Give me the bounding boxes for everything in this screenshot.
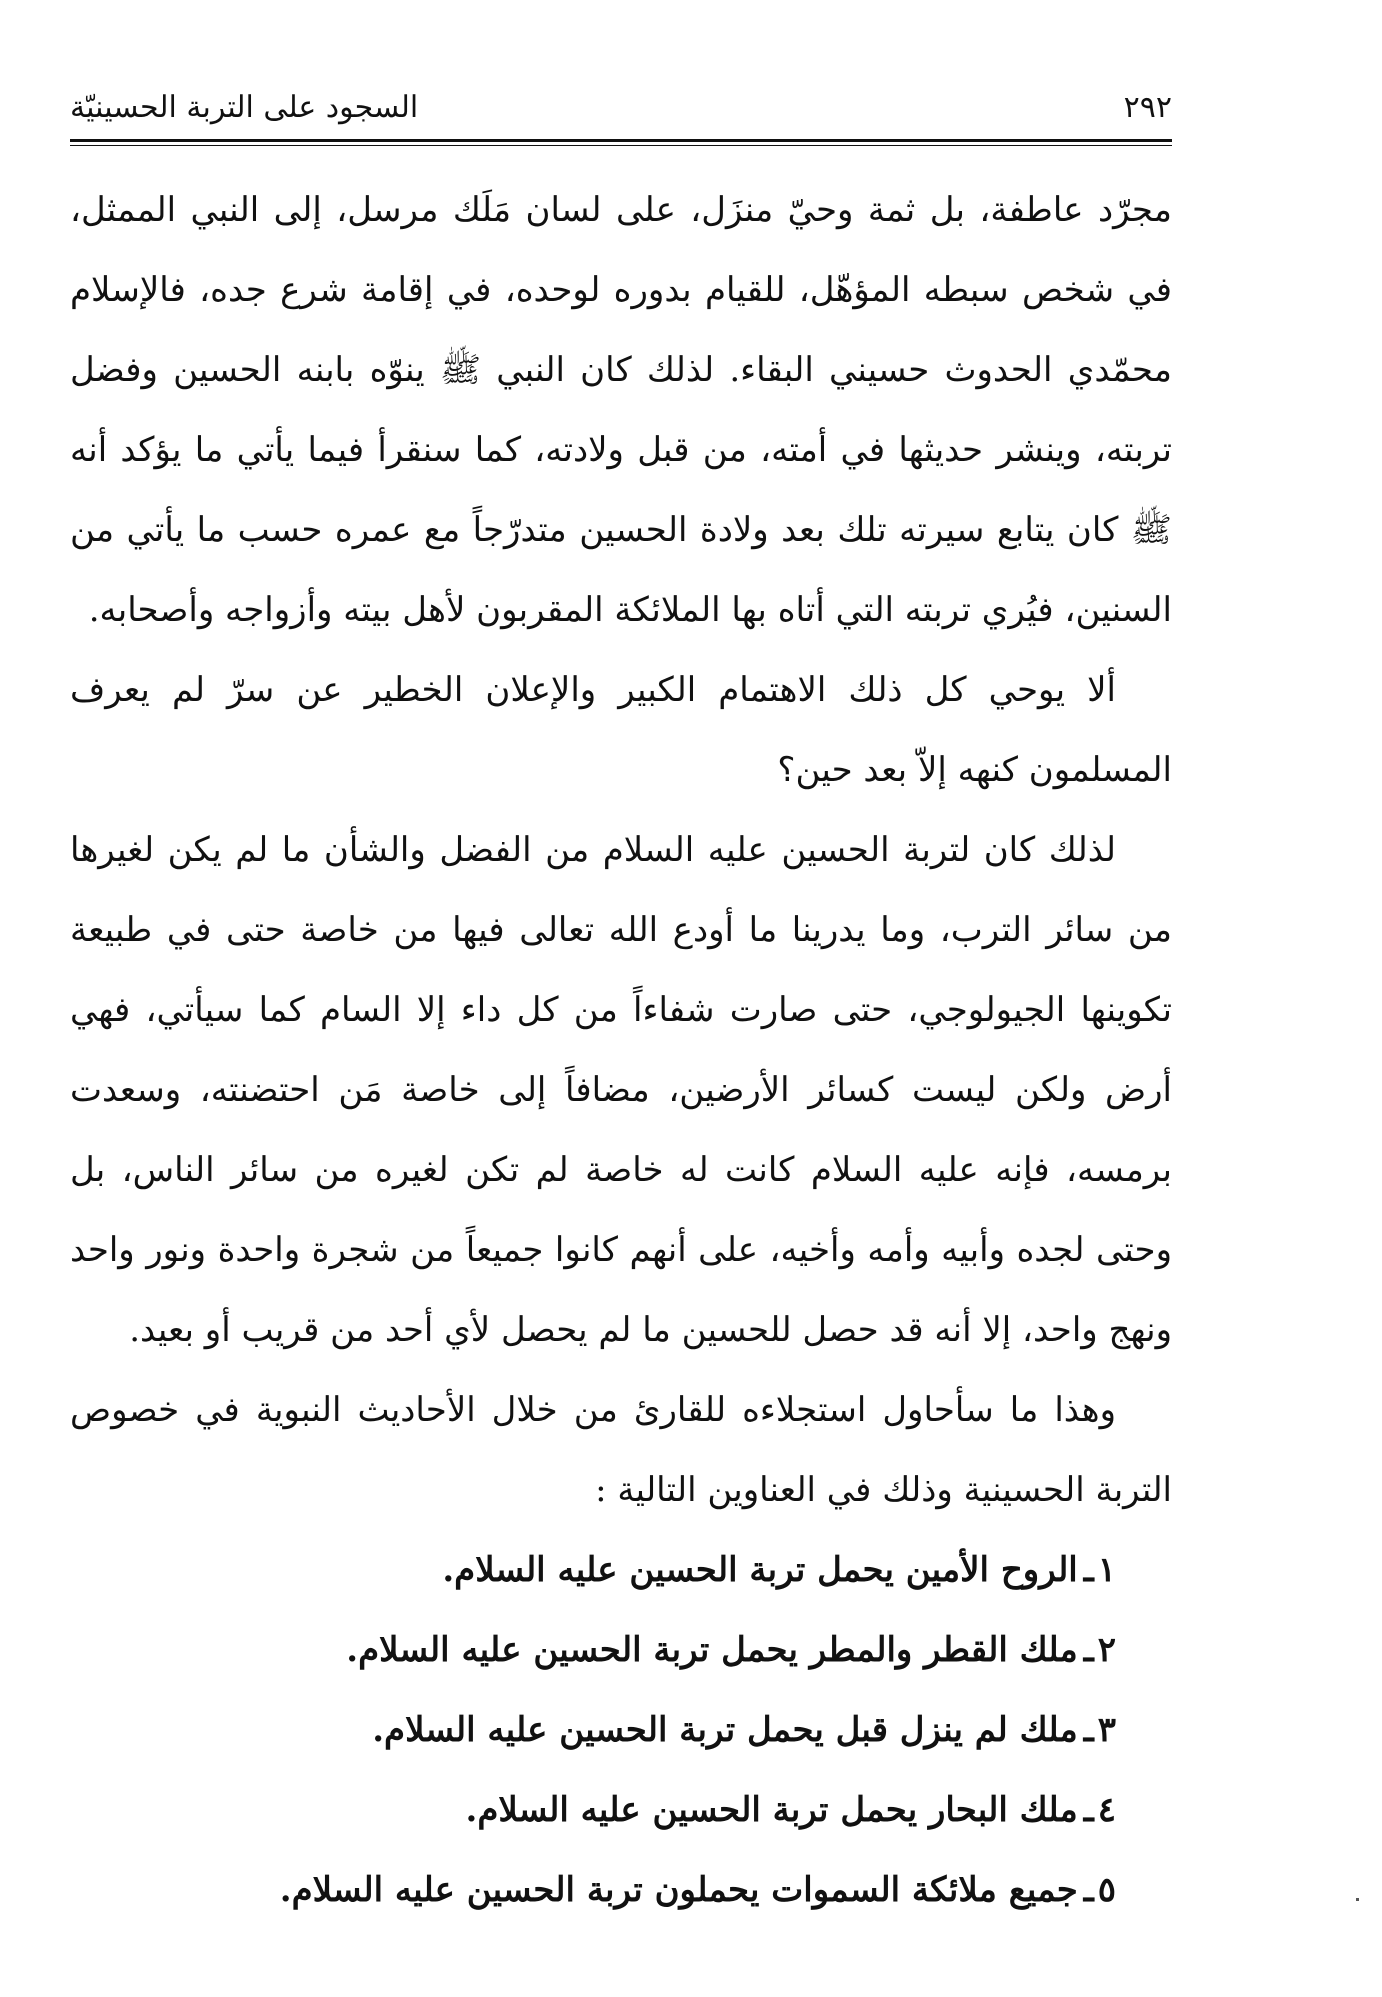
page-number: ٢٩٢ — [1123, 90, 1172, 125]
list-item-separator: ـ — [1083, 1790, 1094, 1830]
header-rule-thick — [70, 139, 1172, 142]
list-item-separator: ـ — [1083, 1630, 1094, 1670]
list-item-number: ٥ — [1097, 1870, 1116, 1910]
list-item — [70, 1530, 1172, 1610]
list-item-separator: ـ — [1083, 1550, 1094, 1590]
list-item-text: ملك البحار يحمل تربة الحسين عليه السلام. — [465, 1790, 1078, 1830]
list-item-text: ملك القطر والمطر يحمل تربة الحسين عليه السلام. — [346, 1630, 1078, 1670]
headings-list — [70, 1530, 1172, 1930]
paragraph-continuation: مجرّد عاطفة، بل ثمة وحيّ منزَل، على لسان مَلَك مرسل، إلى النبي الممثل، في شخص سبطه المؤهّل، للقيام بدوره لوحده، في إقامة شرع جده، فالإسلام محمّدي الحدوث حسيني البقاء. لذلك كان النبي ﷺ ينوّه بابنه الحسين وفضل تربته، وينشر حديثها في أمته، من قبل ولادته، كما سنقرأ فيما يأتي ما يؤكد أنه ﷺ كان يتابع سيرته تلك بعد ولادة الحسين متدرّجاً مع عمره حسب ما يأتي من السنين، فيُري تربته التي أتاه بها الملائكة المقربون لأهل بيته وأزواجه وأصحابه. — [70, 190, 1172, 630]
list-item-separator: ـ — [1083, 1710, 1094, 1750]
list-item-text: جميع ملائكة السموات يحملون تربة الحسين عليه السلام. — [279, 1870, 1078, 1910]
header-rule-thin — [70, 145, 1172, 146]
list-item — [70, 1610, 1172, 1690]
paragraph-turbah-virtue: لذلك كان لتربة الحسين عليه السلام من الفضل والشأن ما لم يكن لغيرها من سائر الترب، وما يدرينا ما أودع الله تعالى فيها من خاصة حتى في طبيعة تكوينها الجيولوجي، حتى صارت شفاءاً من كل داء إلا السام كما سيأتي، فهي أرض ولكن ليست كسائر الأرضين، مضافاً إلى خاصة مَن احتضنته، وسعدت برمسه، فإنه عليه السلام كانت له خاصة لم تكن لغيره من سائر الناس، بل وحتى لجده وأبيه وأمه وأخيه، على أنهم كانوا جميعاً من شجرة واحدة ونور واحد ونهج واحد، إلا أنه قد حصل للحسين ما لم يحصل لأي أحد من قريب أو بعيد. — [70, 830, 1173, 1350]
list-item-text: ملك لم ينزل قبل يحمل تربة الحسين عليه السلام. — [372, 1710, 1078, 1750]
scan-speck — [1356, 1898, 1359, 1901]
list-item-separator: ـ — [1083, 1870, 1094, 1910]
running-title: السجود على التربة الحسينيّة — [70, 90, 419, 125]
list-item-number: ٢ — [1097, 1630, 1116, 1670]
list-item-text: الروح الأمين يحمل تربة الحسين عليه السلام. — [442, 1550, 1078, 1590]
paragraph-intro-list: وهذا ما سأحاول استجلاءه للقارئ من خلال الأحاديث النبوية في خصوص التربة الحسينية وذلك في العناوين التالية : — [70, 1390, 1172, 1510]
list-item-number: ٤ — [1097, 1790, 1116, 1830]
list-item — [70, 1770, 1172, 1850]
paragraph-question: ألا يوحي كل ذلك الاهتمام الكبير والإعلان الخطير عن سرّ لم يعرف المسلمون كنهه إلاّ بعد حين؟ — [70, 670, 1172, 790]
list-item-number: ٣ — [1097, 1710, 1116, 1750]
list-item — [70, 1850, 1172, 1930]
list-item — [70, 1690, 1172, 1770]
list-item-number: ١ — [1097, 1550, 1116, 1590]
body-text — [70, 170, 1172, 1930]
page-header — [70, 88, 1172, 132]
